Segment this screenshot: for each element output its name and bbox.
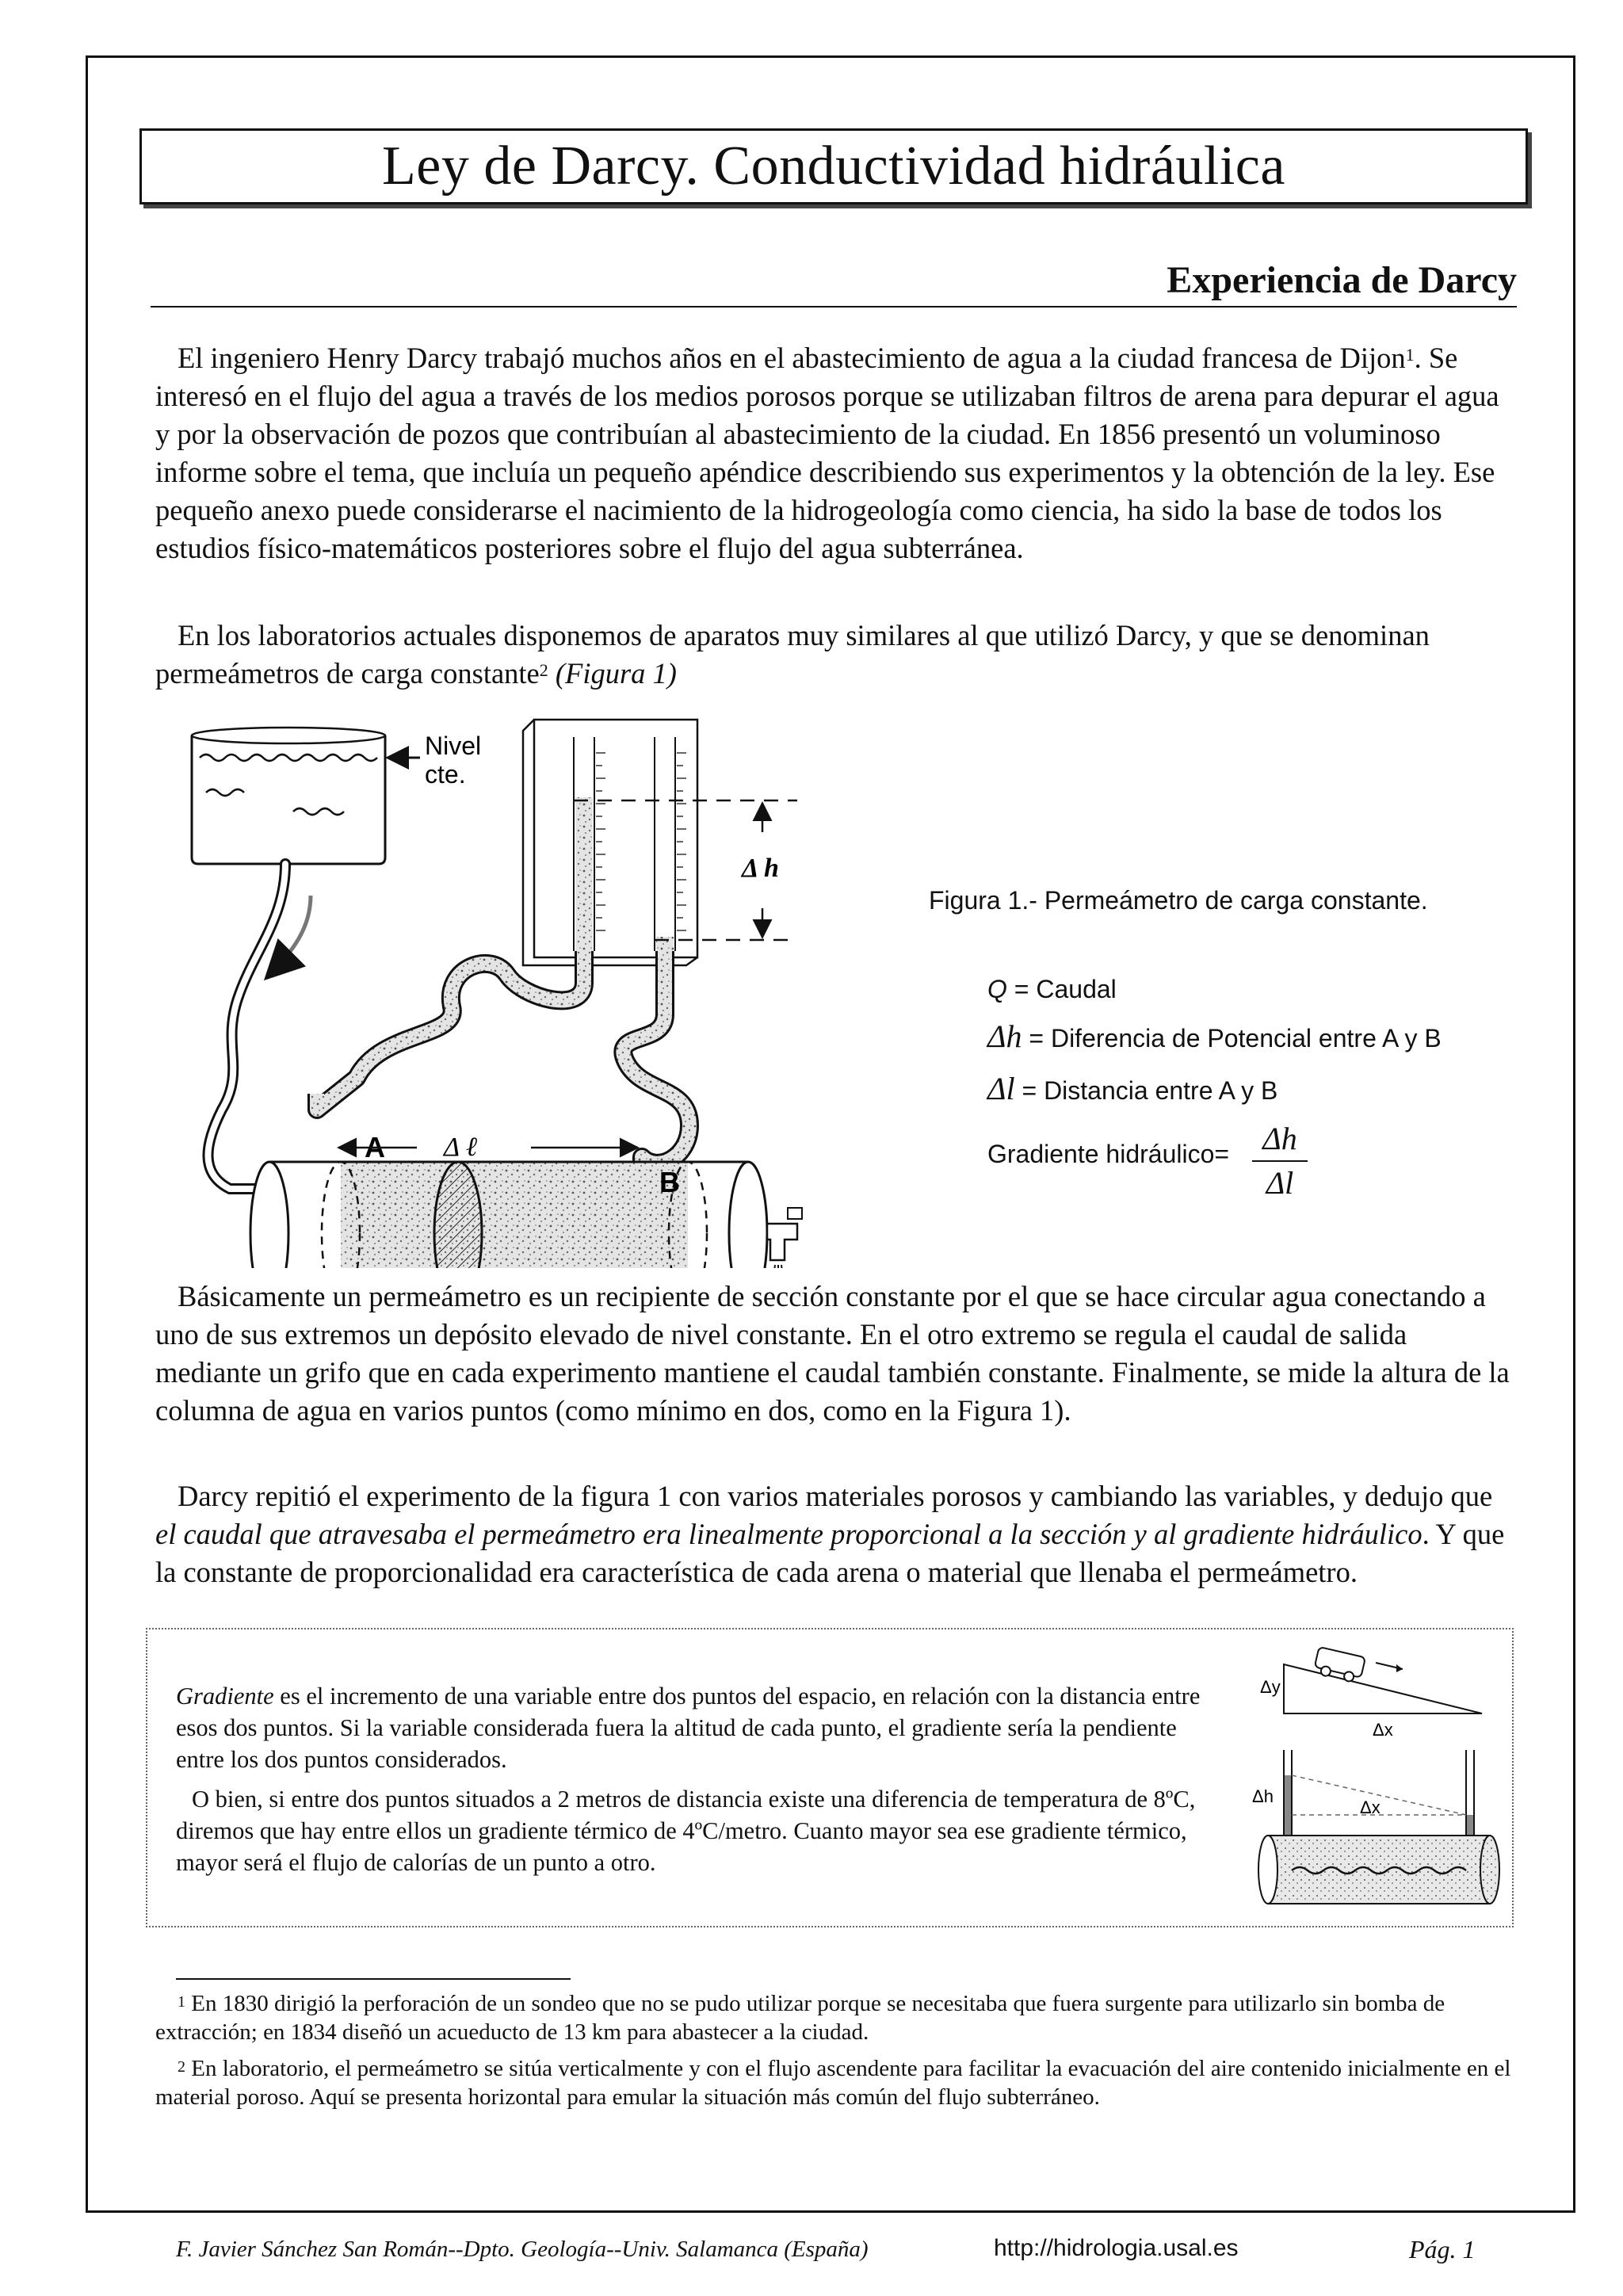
paragraph-description-text: Básicamente un permeámetro es un recipiente de sección constante por el que se hace circular agua conectando a uno de sus extremos un depósito elevado de nivel constante. En el otro extremo se regula el caudal de salida mediante un grifo que en cada experimento mantiene el caudal también constante. Finalmente, se mide la altura de la columna de agua en varios puntos (como mínimo en dos, como en la Figura 1). bbox=[155, 1280, 1510, 1427]
illus-delta-y: Δy bbox=[1260, 1677, 1281, 1697]
outflow-tap bbox=[767, 1208, 802, 1268]
footer-url-link[interactable]: http://hidrologia.usal.es bbox=[994, 2235, 1239, 2261]
gradient-term: Gradiente bbox=[176, 1683, 274, 1710]
legend-q-symbol: Q bbox=[987, 975, 1007, 1003]
constant-level-tank bbox=[192, 728, 385, 864]
paragraph-darcy-law bbox=[155, 1477, 1515, 1591]
figure-reference: (Figura 1) bbox=[548, 657, 677, 690]
gradient-denominator: Δl bbox=[1266, 1165, 1294, 1201]
darcy-law-statement: el caudal que atravesaba el permeámetro era linealmente proporcional a la sección y al gradiente hidráulico bbox=[155, 1518, 1423, 1550]
title-box bbox=[139, 128, 1528, 204]
page-label: Pág. bbox=[1409, 2235, 1463, 2264]
permeameter-cylinder bbox=[250, 1162, 767, 1268]
gradient-definition: es el incremento de una variable entre dos puntos del espacio, en relación con la distancia entre esos dos puntos. Si la variable considerada fuera la altitud de cada punto, el gradiente sería la pendiente entre los dos puntos considerados. bbox=[176, 1683, 1201, 1773]
footnote-1 bbox=[155, 1989, 1515, 2046]
gradient-example: O bien, si entre dos puntos situados a 2 metros de distancia existe una diferencia de temperatura de 8ºC, diremos que hay entre ellos un gradiente térmico de 4ºC/metro. Cuanto mayor sea ese gradiente térmico, mayor será el flujo de calorías de un punto a otro. bbox=[176, 1786, 1196, 1876]
legend-dl-symbol: Δl bbox=[987, 1071, 1015, 1106]
gradient-info-text bbox=[176, 1680, 1206, 1878]
footnote-1-text: En 1830 dirigió la perforación de un sondeo que no se pudo utilizar porque se necesitaba que fuera surgente para utilizarlo sin bomba de extracción; en 1834 diseñó un acueducto de 13 km para abastecer a la ciudad. bbox=[155, 1991, 1445, 2045]
label-cte: cte. bbox=[425, 760, 466, 789]
paragraph-description bbox=[155, 1278, 1515, 1430]
footnote-2-marker: 2 bbox=[178, 2058, 185, 2076]
illus-delta-x-2: Δx bbox=[1360, 1797, 1381, 1817]
label-nivel: Nivel bbox=[425, 732, 482, 760]
paragraph-darcy-law-text-a: Darcy repitió el experimento de la figura 1 con varios materiales porosos y cambiando las variables, y dedujo que bbox=[178, 1480, 1493, 1512]
permeameter-diagram bbox=[182, 713, 880, 1268]
gradient-numerator: Δh bbox=[1262, 1121, 1297, 1156]
paragraph-intro bbox=[155, 339, 1515, 567]
footnote-2-text: En laboratorio, el permeámetro se sitúa verticalmente y con el flujo ascendente para facilitar la evacuación del aire contenido inicialmente en el material poroso. Aquí se presenta horizontal para emular la situación más común del flujo subterráneo. bbox=[155, 2056, 1511, 2110]
manometer-board bbox=[523, 720, 697, 965]
paragraph-darcy-law-text-b: . Y que la constante de proporcionalidad era característica de cada arena o material que llenaba el permeámetro. bbox=[155, 1518, 1505, 1588]
legend-delta-l bbox=[987, 1070, 1277, 1107]
paragraph-permeameter bbox=[155, 617, 1515, 693]
footnote-separator bbox=[176, 1978, 571, 1980]
footer-author: F. Javier Sánchez San Román--Dpto. Geología--Univ. Salamanca (España) bbox=[176, 2237, 869, 2262]
paragraph-intro-text-b: . Se interesó en el flujo del agua a través de los medios porosos porque se utilizaban filtros de arena para depurar el agua y por la observación de pozos que contribuían al abastecimiento de la ciudad. En 1856 presentó un voluminoso informe sobre el tema, que incluía un pequeño apéndice describiendo sus experimentos y la obtención de la ley. Ese pequeño anexo puede considerarse el nacimiento de la hidrogeología como ciencia, ha sido la base de todos los estudios físico-matemáticos posteriores sobre el flujo del agua subterránea. bbox=[155, 342, 1499, 564]
legend-dl-text: = Distancia entre A y B bbox=[1014, 1076, 1278, 1105]
label-point-b: B bbox=[659, 1166, 680, 1198]
footnote-ref-1[interactable]: 1 bbox=[1405, 345, 1415, 365]
gradient-fraction bbox=[1252, 1119, 1308, 1203]
label-delta-h: Δ h bbox=[742, 854, 779, 883]
legend-delta-h bbox=[987, 1018, 1442, 1055]
legend-q-text: = Caudal bbox=[1006, 975, 1117, 1003]
illus-delta-h: Δh bbox=[1252, 1786, 1274, 1806]
page-title: Ley de Darcy. Conductividad hidráulica bbox=[382, 136, 1285, 197]
footnote-1-marker: 1 bbox=[178, 1993, 185, 2011]
footnote-ref-2[interactable]: 2 bbox=[539, 660, 548, 680]
legend-caudal bbox=[987, 975, 1117, 1004]
label-delta-l: Δ ℓ bbox=[444, 1133, 478, 1162]
illus-delta-x-1: Δx bbox=[1373, 1720, 1393, 1740]
footer-page-number bbox=[1409, 2235, 1476, 2264]
paragraph-intro-text-a: El ingeniero Henry Darcy trabajó muchos años en el abastecimiento de agua a la ciudad francesa de Dijon bbox=[178, 342, 1406, 374]
label-point-a: A bbox=[365, 1131, 385, 1163]
footnote-2 bbox=[155, 2054, 1515, 2111]
legend-dh-symbol: Δh bbox=[987, 1018, 1022, 1054]
page-number: 1 bbox=[1462, 2235, 1476, 2264]
legend-gradient: Gradiente hidráulico= bbox=[987, 1140, 1230, 1168]
gradient-illustration bbox=[1220, 1633, 1506, 1918]
footnotes bbox=[155, 1989, 1515, 2119]
legend-dh-text: = Diferencia de Potencial entre A y B bbox=[1022, 1024, 1442, 1052]
figure-caption: Figura 1.- Permeámetro de carga constante. bbox=[929, 886, 1428, 915]
section-rule bbox=[151, 306, 1517, 308]
paragraph-permeameter-text: En los laboratorios actuales disponemos de aparatos muy similares al que utilizó Darcy, y que se denominan permeámetros de carga constante bbox=[155, 619, 1430, 690]
section-heading: Experiencia de Darcy bbox=[1167, 259, 1517, 301]
